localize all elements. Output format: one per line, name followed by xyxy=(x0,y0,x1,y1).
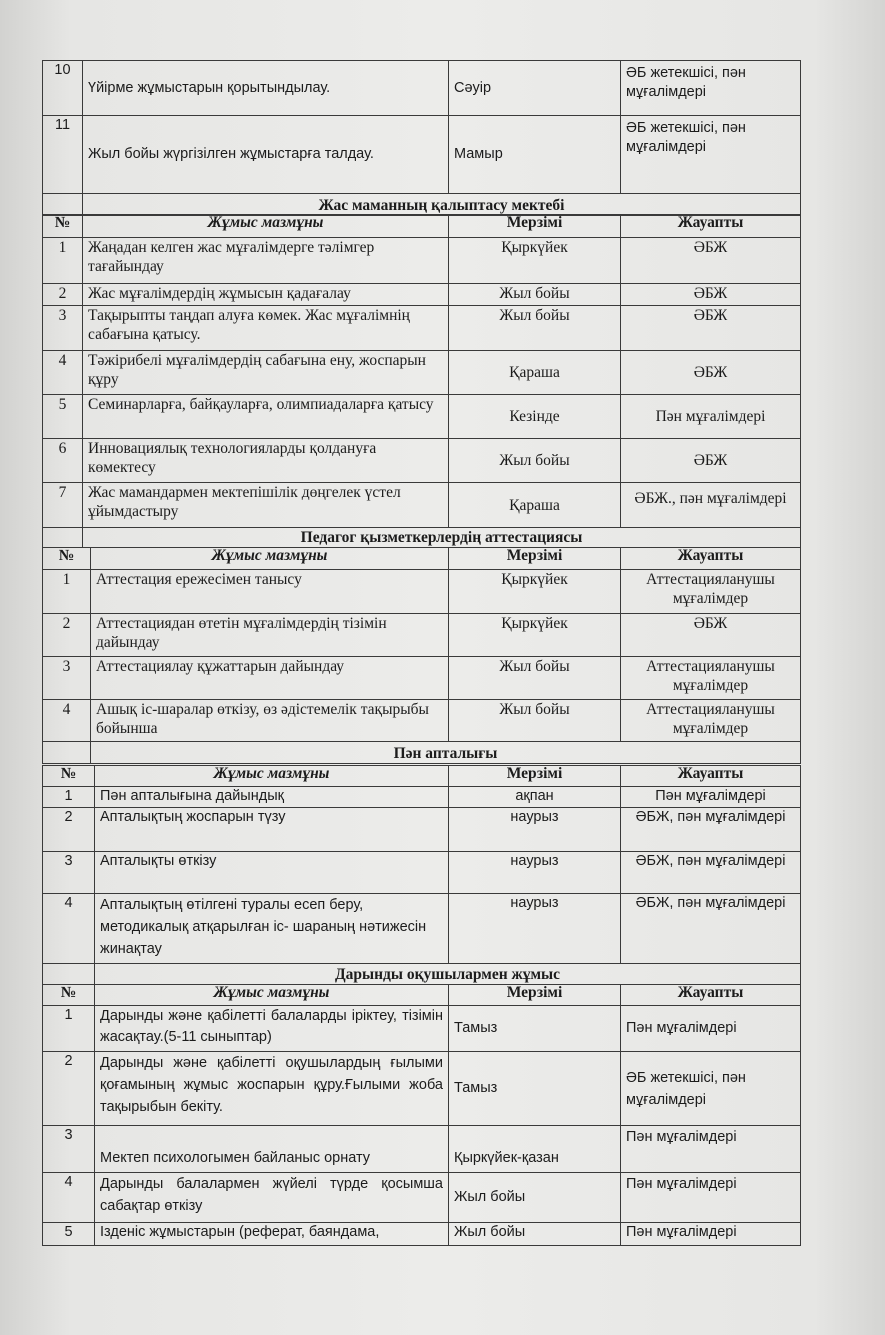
row-responsible: ӘБ жетекшісі, пән мұғалімдері xyxy=(621,61,801,116)
section-title-row xyxy=(43,742,801,764)
header-work: Жұмыс мазмұны xyxy=(95,985,449,1006)
row-work: Тәжірибелі мұғалімдердің сабағына ену, жоспарын құру xyxy=(83,351,449,395)
table-header-row xyxy=(43,766,801,787)
row-responsible: ӘБЖ., пән мұғалімдері xyxy=(621,483,801,528)
row-term: наурыз xyxy=(449,894,621,964)
row-number: 6 xyxy=(43,439,83,483)
row-term: Жыл бойы xyxy=(449,657,621,700)
section-title: Жас маманның қалыптасу мектебі xyxy=(83,194,801,216)
row-work: Аттестациялау құжаттарын дайындау xyxy=(91,657,449,700)
plan-table-section1 xyxy=(42,214,801,548)
row-work: Аттестациядан өтетін мұғалімдердің тізімін дайындау xyxy=(91,614,449,657)
row-number: 3 xyxy=(43,657,91,700)
row-term: Жыл бойы xyxy=(449,700,621,742)
row-term: Кезінде xyxy=(449,395,621,439)
row-responsible: ӘБЖ xyxy=(621,306,801,351)
row-responsible: Аттестацияланушы мұғалімдер xyxy=(621,700,801,742)
table-row xyxy=(43,1223,801,1246)
row-number: 2 xyxy=(43,808,95,852)
row-responsible: ӘБЖ xyxy=(621,238,801,284)
row-number: 4 xyxy=(43,894,95,964)
row-responsible: ӘБ жетекшісі, пән мұғалімдері xyxy=(621,1052,801,1126)
row-term: Мамыр xyxy=(449,116,621,194)
row-work: Жаңадан келген жас мұғалімдерге тәлімгер тағайындау xyxy=(83,238,449,284)
row-work: Инновациялық технологияларды қолдануға көмектесу xyxy=(83,439,449,483)
row-responsible: ӘБЖ xyxy=(621,284,801,306)
row-work: Жас мұғалімдердің жұмысын қадағалау xyxy=(83,284,449,306)
row-number: 5 xyxy=(43,395,83,439)
table-row xyxy=(43,614,801,657)
row-work: Апталықты өткізу xyxy=(95,852,449,894)
header-term: Мерзімі xyxy=(449,215,621,238)
table-row xyxy=(43,894,801,964)
row-number: 1 xyxy=(43,787,95,808)
row-responsible: ӘБЖ xyxy=(621,439,801,483)
header-term: Мерзімі xyxy=(449,548,621,570)
row-term: ақпан xyxy=(449,787,621,808)
row-term: Қараша xyxy=(449,483,621,528)
row-term: Жыл бойы xyxy=(449,306,621,351)
row-responsible: ӘБЖ xyxy=(621,351,801,395)
row-work: Аттестация ережесімен танысу xyxy=(91,570,449,614)
row-responsible: Аттестацияланушы мұғалімдер xyxy=(621,657,801,700)
table-row xyxy=(43,787,801,808)
row-number: 4 xyxy=(43,351,83,395)
header-number: № xyxy=(43,215,83,238)
row-work: Жыл бойы жүргізілген жұмыстарға талдау. xyxy=(83,116,449,194)
table-row xyxy=(43,1052,801,1126)
row-number: 4 xyxy=(43,1173,95,1223)
row-responsible: ӘБЖ xyxy=(621,614,801,657)
row-term: Тамыз xyxy=(449,1006,621,1052)
row-responsible: Пән мұғалімдері xyxy=(621,1126,801,1173)
row-responsible: Пән мұғалімдері xyxy=(621,1006,801,1052)
row-responsible: Пән мұғалімдері xyxy=(621,1223,801,1246)
row-responsible: Пән мұғалімдері xyxy=(621,395,801,439)
row-number: 2 xyxy=(43,614,91,657)
header-responsible: Жауапты xyxy=(621,548,801,570)
table-header-row xyxy=(43,215,801,238)
row-term: Сәуір xyxy=(449,61,621,116)
header-term: Мерзімі xyxy=(449,985,621,1006)
row-work: Тақырыпты таңдап алуға көмек. Жас мұғалімнің сабағына қатысу. xyxy=(83,306,449,351)
table-row xyxy=(43,306,801,351)
header-work: Жұмыс мазмұны xyxy=(91,548,449,570)
row-responsible: Аттестацияланушы мұғалімдер xyxy=(621,570,801,614)
row-number: 4 xyxy=(43,700,91,742)
table-row xyxy=(43,238,801,284)
row-term: Қыркүйек-қазан xyxy=(449,1126,621,1173)
header-number: № xyxy=(43,766,95,787)
row-responsible: Пән мұғалімдері xyxy=(621,1173,801,1223)
row-number: 10 xyxy=(43,61,83,116)
row-work: Үйірме жұмыстарын қорытындылау. xyxy=(83,61,449,116)
section-title-row xyxy=(43,528,801,548)
table-header-row xyxy=(43,548,801,570)
table-row xyxy=(43,808,801,852)
row-number: 1 xyxy=(43,238,83,284)
table-row xyxy=(43,852,801,894)
row-work: Ізденіс жұмыстарын (реферат, баяндама, xyxy=(95,1223,449,1246)
table-header-row xyxy=(43,985,801,1006)
row-work: Мектеп психологымен байланыс орнату xyxy=(95,1126,449,1173)
row-work: Пән апталығына дайындық xyxy=(95,787,449,808)
row-term: Жыл бойы xyxy=(449,1173,621,1223)
row-number: 2 xyxy=(43,1052,95,1126)
section-title-row xyxy=(43,194,801,216)
row-term: Қыркүйек xyxy=(449,238,621,284)
row-work: Дарынды және қабілетті оқушылардың ғылыми қоғамының жұмыс жоспарын құру.Ғылыми жоба тақырыбын бекіту. xyxy=(95,1052,449,1126)
row-work: Апталықтың жоспарын түзу xyxy=(95,808,449,852)
header-work: Жұмыс мазмұны xyxy=(95,766,449,787)
row-term: наурыз xyxy=(449,852,621,894)
header-number: № xyxy=(43,985,95,1006)
plan-table-top xyxy=(42,60,801,216)
plan-table-section4 xyxy=(42,984,801,1246)
row-work: Семинарларға, байқауларға, олимпиадаларға қатысу xyxy=(83,395,449,439)
row-term: Қараша xyxy=(449,351,621,395)
header-number: № xyxy=(43,548,91,570)
row-number: 1 xyxy=(43,570,91,614)
table-row xyxy=(43,1173,801,1223)
plan-table-section2 xyxy=(42,547,801,764)
table-row xyxy=(43,483,801,528)
table-row xyxy=(43,61,801,116)
row-responsible: ӘБЖ, пән мұғалімдері xyxy=(621,894,801,964)
row-number: 7 xyxy=(43,483,83,528)
row-term: Жыл бойы xyxy=(449,284,621,306)
row-responsible: ӘБЖ, пән мұғалімдері xyxy=(621,808,801,852)
row-number: 1 xyxy=(43,1006,95,1052)
row-work: Дарынды және қабілетті балаларды іріктеу, тізімін жасақтау.(5-11 сыныптар) xyxy=(95,1006,449,1052)
section-title: Педагог қызметкерлердің аттестациясы xyxy=(83,528,801,548)
table-row xyxy=(43,1126,801,1173)
row-term: Жыл бойы xyxy=(449,439,621,483)
row-work: Апталықтың өтілгені туралы есеп беру, методикалық атқарылған іс- шараның нәтижесін жинақтау xyxy=(95,894,449,964)
row-term: наурыз xyxy=(449,808,621,852)
table-row xyxy=(43,700,801,742)
section-title-row xyxy=(43,964,801,985)
table-row xyxy=(43,284,801,306)
row-number: 2 xyxy=(43,284,83,306)
header-responsible: Жауапты xyxy=(621,215,801,238)
header-responsible: Жауапты xyxy=(621,985,801,1006)
row-work: Ашық іс-шаралар өткізу, өз әдістемелік тақырыбы бойынша xyxy=(91,700,449,742)
section-title: Пән апталығы xyxy=(91,742,801,764)
header-responsible: Жауапты xyxy=(621,766,801,787)
row-number: 11 xyxy=(43,116,83,194)
row-responsible: ӘБЖ, пән мұғалімдері xyxy=(621,852,801,894)
row-term: Тамыз xyxy=(449,1052,621,1126)
table-row xyxy=(43,570,801,614)
table-row xyxy=(43,439,801,483)
row-responsible: Пән мұғалімдері xyxy=(621,787,801,808)
row-number: 3 xyxy=(43,306,83,351)
table-row xyxy=(43,351,801,395)
header-work: Жұмыс мазмұны xyxy=(83,215,449,238)
table-row xyxy=(43,116,801,194)
plan-table-section3 xyxy=(42,765,801,985)
row-work: Дарынды балалармен жүйелі түрде қосымша сабақтар өткізу xyxy=(95,1173,449,1223)
row-number: 3 xyxy=(43,852,95,894)
row-work: Жас мамандармен мектепішілік дөңгелек үстел ұйымдастыру xyxy=(83,483,449,528)
table-row xyxy=(43,395,801,439)
row-term: Қыркүйек xyxy=(449,614,621,657)
table-row xyxy=(43,657,801,700)
row-number: 5 xyxy=(43,1223,95,1246)
row-number: 3 xyxy=(43,1126,95,1173)
row-term: Жыл бойы xyxy=(449,1223,621,1246)
row-term: Қыркүйек xyxy=(449,570,621,614)
row-responsible: ӘБ жетекшісі, пән мұғалімдері xyxy=(621,116,801,194)
section-title: Дарынды оқушылармен жұмыс xyxy=(95,964,801,985)
table-row xyxy=(43,1006,801,1052)
header-term: Мерзімі xyxy=(449,766,621,787)
